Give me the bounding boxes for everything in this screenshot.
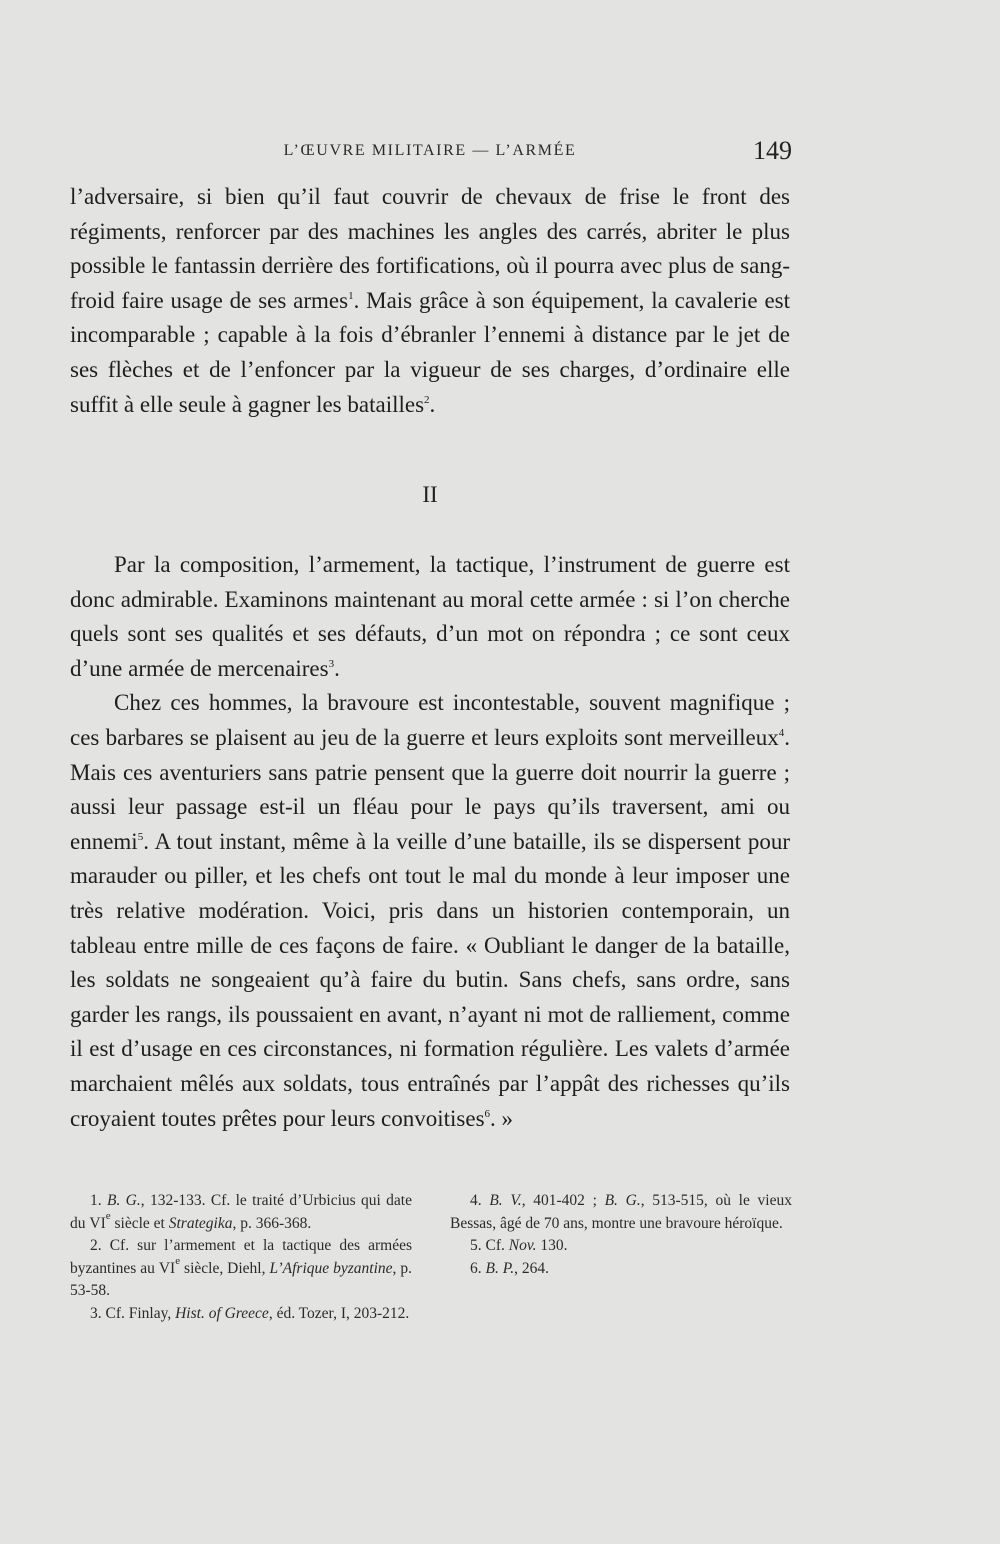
footnote-2-century: VI xyxy=(158,1259,176,1277)
paragraph-3-text-b: . Mais ces aventuriers sans patrie pensent que la guerre doit nourrir la guerre ; aussi leur passage est-il un fléau pour le pays qu’ils traversent, ami ou ennemi xyxy=(70,724,790,854)
footnote-4-text-a: , 401-402 ; xyxy=(521,1192,605,1209)
footnote-1-text-c: , p. 366-368. xyxy=(232,1214,312,1232)
footnote-ref-4: 4 xyxy=(778,727,785,740)
footnote-3-number: 3. xyxy=(90,1304,102,1322)
paragraph-3-text-d: . » xyxy=(490,1105,514,1131)
footnote-4-ref-1: B. V. xyxy=(489,1192,522,1209)
footnote-6 xyxy=(450,1258,792,1281)
paragraph-2 xyxy=(70,548,790,686)
footnote-6-text-a: , 264. xyxy=(514,1259,549,1277)
footnote-ref-6: 6 xyxy=(484,1107,491,1120)
footnote-2 xyxy=(70,1235,412,1303)
footnote-ref-3: 3 xyxy=(328,657,335,670)
footnote-4-ref-2: B. G. xyxy=(604,1192,641,1209)
section-body xyxy=(70,548,790,1136)
footnote-1-text-b: siècle et xyxy=(110,1214,169,1232)
footnote-ref-2: 2 xyxy=(424,393,430,406)
paragraph-2-text-a: Par la composition, l’armement, la tactique, l’instrument de guerre est donc admirable. Examinons maintenant au moral cette armée : si l’on cherche quels sont ses qualités et ses défauts, d’un mot on répondra ; ce sont ceux d’une armée de mercenaires xyxy=(70,552,790,681)
running-title: L’ŒUVRE MILITAIRE — L’ARMÉE xyxy=(283,142,577,159)
paragraph-3-text-c: . A tout instant, même à la veille d’une bataille, ils se dispersent pour marauder ou piller, et les chefs ont tout le mal du monde à leur imposer une très relative modération. Voici, pris dans un historien contemporain, un tableau entre mille de ces façons de faire. « Oubliant le danger de la bataille, les soldats ne songeaient qu’à faire du butin. Sans chefs, sans ordre, sans garder les rangs, ils poussaient en avant, n’ayant ni mot de ralliement, comme il est d’usage en ces circonstances, ni formation régulière. Les valets d’armée marchaient mêlés aux soldats, tous entraînés par l’appât des richesses qu’ils croyaient toutes prêtes pour leurs convoitises xyxy=(70,828,790,1131)
footnote-1-sup: e xyxy=(105,1209,111,1222)
footnote-3-text-a: Cf. Finlay, xyxy=(105,1304,176,1322)
paragraph-3-text-a: Chez ces hommes, la bravoure est incontestable, souvent magnifique ; ces barbares se plaisent au jeu de la guerre et leurs exploits sont merveilleux xyxy=(70,690,790,750)
paragraph-1 xyxy=(70,180,790,422)
footnote-2-title: L’Afrique byzantine xyxy=(269,1259,393,1277)
paragraph-1-text-c: . xyxy=(429,391,436,417)
footnote-3-title: Hist. of Greece xyxy=(175,1304,269,1322)
footnote-5-text-a: Cf. xyxy=(485,1237,509,1255)
footnote-3 xyxy=(70,1303,412,1326)
footnote-1-ref: B. G. xyxy=(106,1192,141,1209)
paragraph-3 xyxy=(70,686,790,1136)
footnotes-right-column xyxy=(450,1190,792,1280)
footnote-1-text-a: , 132-133. Cf. le traité d’Urbicius qui date du xyxy=(70,1192,412,1232)
footnote-1-number: 1. xyxy=(90,1192,102,1209)
paragraph-1-text-a: l’adversaire, si bien qu’il faut couvrir de chevaux de frise le front des régiments, renforcer par des machines les angles des carrés, abriter le plus possible le fantassin derrière des fortifications, où il pourra avec plus de sang-froid faire usage de ses armes xyxy=(70,184,790,313)
footnote-5-ref: Nov. xyxy=(508,1237,537,1255)
paragraph-1-text-b: . Mais grâce à son équipement, la cavalerie est incomparable ; capable à la fois d’ébranler l’ennemi à distance par le jet de ses flèches et de l’enfoncer par la vigueur de ses charges, d’ordinaire elle suffit à elle seule à gagner les batailles xyxy=(70,287,791,417)
paragraph-continued xyxy=(70,180,790,422)
footnote-6-ref: B. P. xyxy=(485,1259,515,1277)
footnotes-left-column xyxy=(70,1190,412,1326)
footnote-2-number: 2. xyxy=(90,1237,102,1255)
footnote-2-sup: e xyxy=(175,1254,181,1267)
footnote-1-title: Strategika xyxy=(168,1214,233,1232)
footnote-4-text-b: , 513-515, où le vieux Bessas, âgé de 70 ans, montre une bravoure héroïque. xyxy=(450,1192,792,1232)
footnote-1-century: VI xyxy=(89,1214,106,1232)
footnote-4-number: 4. xyxy=(470,1192,482,1209)
footnote-ref-5: 5 xyxy=(137,830,144,843)
footnote-2-text-a: Cf. sur l’armement et la tactique des armées byzantines au xyxy=(70,1237,412,1277)
footnote-5 xyxy=(450,1235,792,1258)
footnote-3-text-b: , éd. Tozer, I, 203-212. xyxy=(268,1304,410,1322)
running-header xyxy=(70,136,790,170)
footnote-2-text-b: siècle, Diehl, xyxy=(180,1259,270,1277)
footnote-2-text-c: , p. 53-58. xyxy=(70,1259,412,1300)
paragraph-2-text-b: . xyxy=(334,655,340,681)
footnote-5-text-b: 130. xyxy=(536,1237,568,1255)
footnote-4 xyxy=(450,1190,792,1235)
footnote-ref-1: 1 xyxy=(348,289,354,302)
page-number: 149 xyxy=(753,136,792,165)
footnote-1 xyxy=(70,1190,412,1235)
section-heading: II xyxy=(422,482,438,507)
footnote-5-number: 5. xyxy=(470,1237,482,1255)
footnote-6-number: 6. xyxy=(470,1259,482,1277)
